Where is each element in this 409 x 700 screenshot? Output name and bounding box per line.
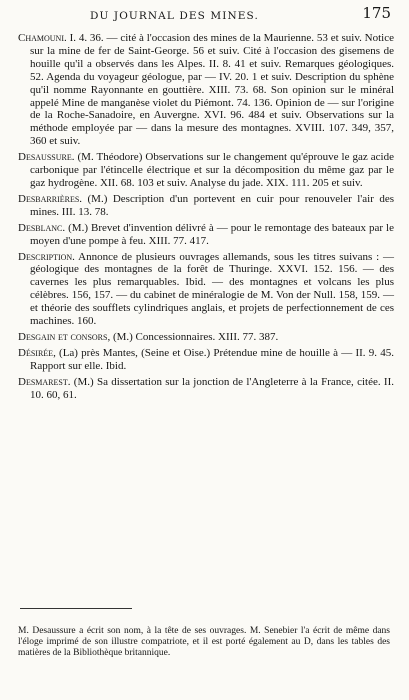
index-entry (18, 347, 394, 373)
page-header (20, 4, 391, 24)
entry-heading: Desaussure (18, 151, 72, 164)
entry-text: . (M.) Brevet d'invention délivré à — pour le remontage des bateaux par le moyen d'une pompe à feu. XIII. 77. 417. (30, 221, 394, 247)
entry-text: , (La) près Mantes, (Seine et Oise.) Prétendue mine de houille à — II. 9. 45. Rapport sur elle. Ibid. (30, 346, 394, 372)
entry-heading: Description (18, 250, 73, 263)
footnote: M. Desaussure a écrit son nom, à la tête de ses ouvrages. M. Senebier l'a écrit de même dans l'éloge imprimé de son illustre compatriote, et il est porté également au D, dans les tables des matières de la Bibliothèque britannique. (18, 625, 390, 659)
index-entry (18, 193, 394, 219)
index-entry (18, 222, 394, 248)
index-body (18, 32, 394, 404)
entry-text: , (M.) Concessionnaires. XIII. 77. 387. (107, 330, 279, 343)
entry-text: . (M.) Description d'un portevent en cuir pour renouveler l'air des mines. III. 13. 78. (30, 192, 394, 218)
entry-heading: Desgain et consors (18, 330, 108, 343)
entry-text: . (M. Théodore) Observations sur le changement qu'éprouve le gaz acide carbonique par l'étincelle électrique et sur la décomposition du même gaz par le gaz hydrogène. XII. 68. 103 et suiv. Analyse du jade. XIX. 111. 205 et suiv. (30, 151, 394, 189)
entry-text: . I. 4. 36. — cité à l'occasion des mines de la Maurienne. 53 et suiv. Notice sur la mine de fer de Saint-George. 56 et suiv. Cité à l'occasion des gisemens de houille qu'il a observés dans les Alpes. II. 8. 41 et suiv. Remarques géologiques. 52. Agenda du voyageur géologue, par — IV. 20. 1 et suiv. Description du sphène qu'il nomme Rayonnante en gouttière. XIII. 73. 68. Son opinion sur le minéral appelé Mine de manganèse violet du Piémont. 74. 136. Opinion de — sur l'origine de la Roche-Sanadoire, en Auvergne. XVI. 96. 484 et suiv. Observations sur la méthode employée par — dans la mesure des montagnes. XVIII. 107. 349, 357, 360 et suiv. (30, 32, 394, 148)
entry-text: . Annonce de plusieurs ouvrages allemands, sous les titres suivans : — géologique des montagnes de la forêt de Thuringe. XXVI. 152. 156. — des cavernes les plus remarquables. Ibid. — des montagnes et volcans les plus célèbres. 156, 157. — du cabinet de minéralogie de M. Von der Null. 158, 159. — et théorie des soufflets cylindriques anglais, et projets de perfectionnement de ces machines. 160. (30, 250, 394, 328)
index-entry (18, 32, 394, 148)
entry-heading: Desblanc (18, 221, 63, 234)
footnote-divider (20, 608, 132, 609)
index-entry (18, 376, 394, 402)
index-entry (18, 151, 394, 190)
index-entry (18, 331, 394, 344)
entry-heading: Desbarrières (18, 192, 80, 205)
entry-heading: Desmarest (18, 375, 68, 388)
entry-heading: Chamouni (18, 32, 65, 44)
index-entry (18, 251, 394, 328)
entry-text: . (M.) Sa dissertation sur la jonction de l'Angleterre à la France, citée. II. 10. 60, 61. (30, 375, 394, 401)
running-title: DU JOURNAL DES MINES. (90, 10, 259, 22)
page-number: 175 (362, 4, 391, 22)
entry-heading: Désirée (18, 346, 54, 359)
